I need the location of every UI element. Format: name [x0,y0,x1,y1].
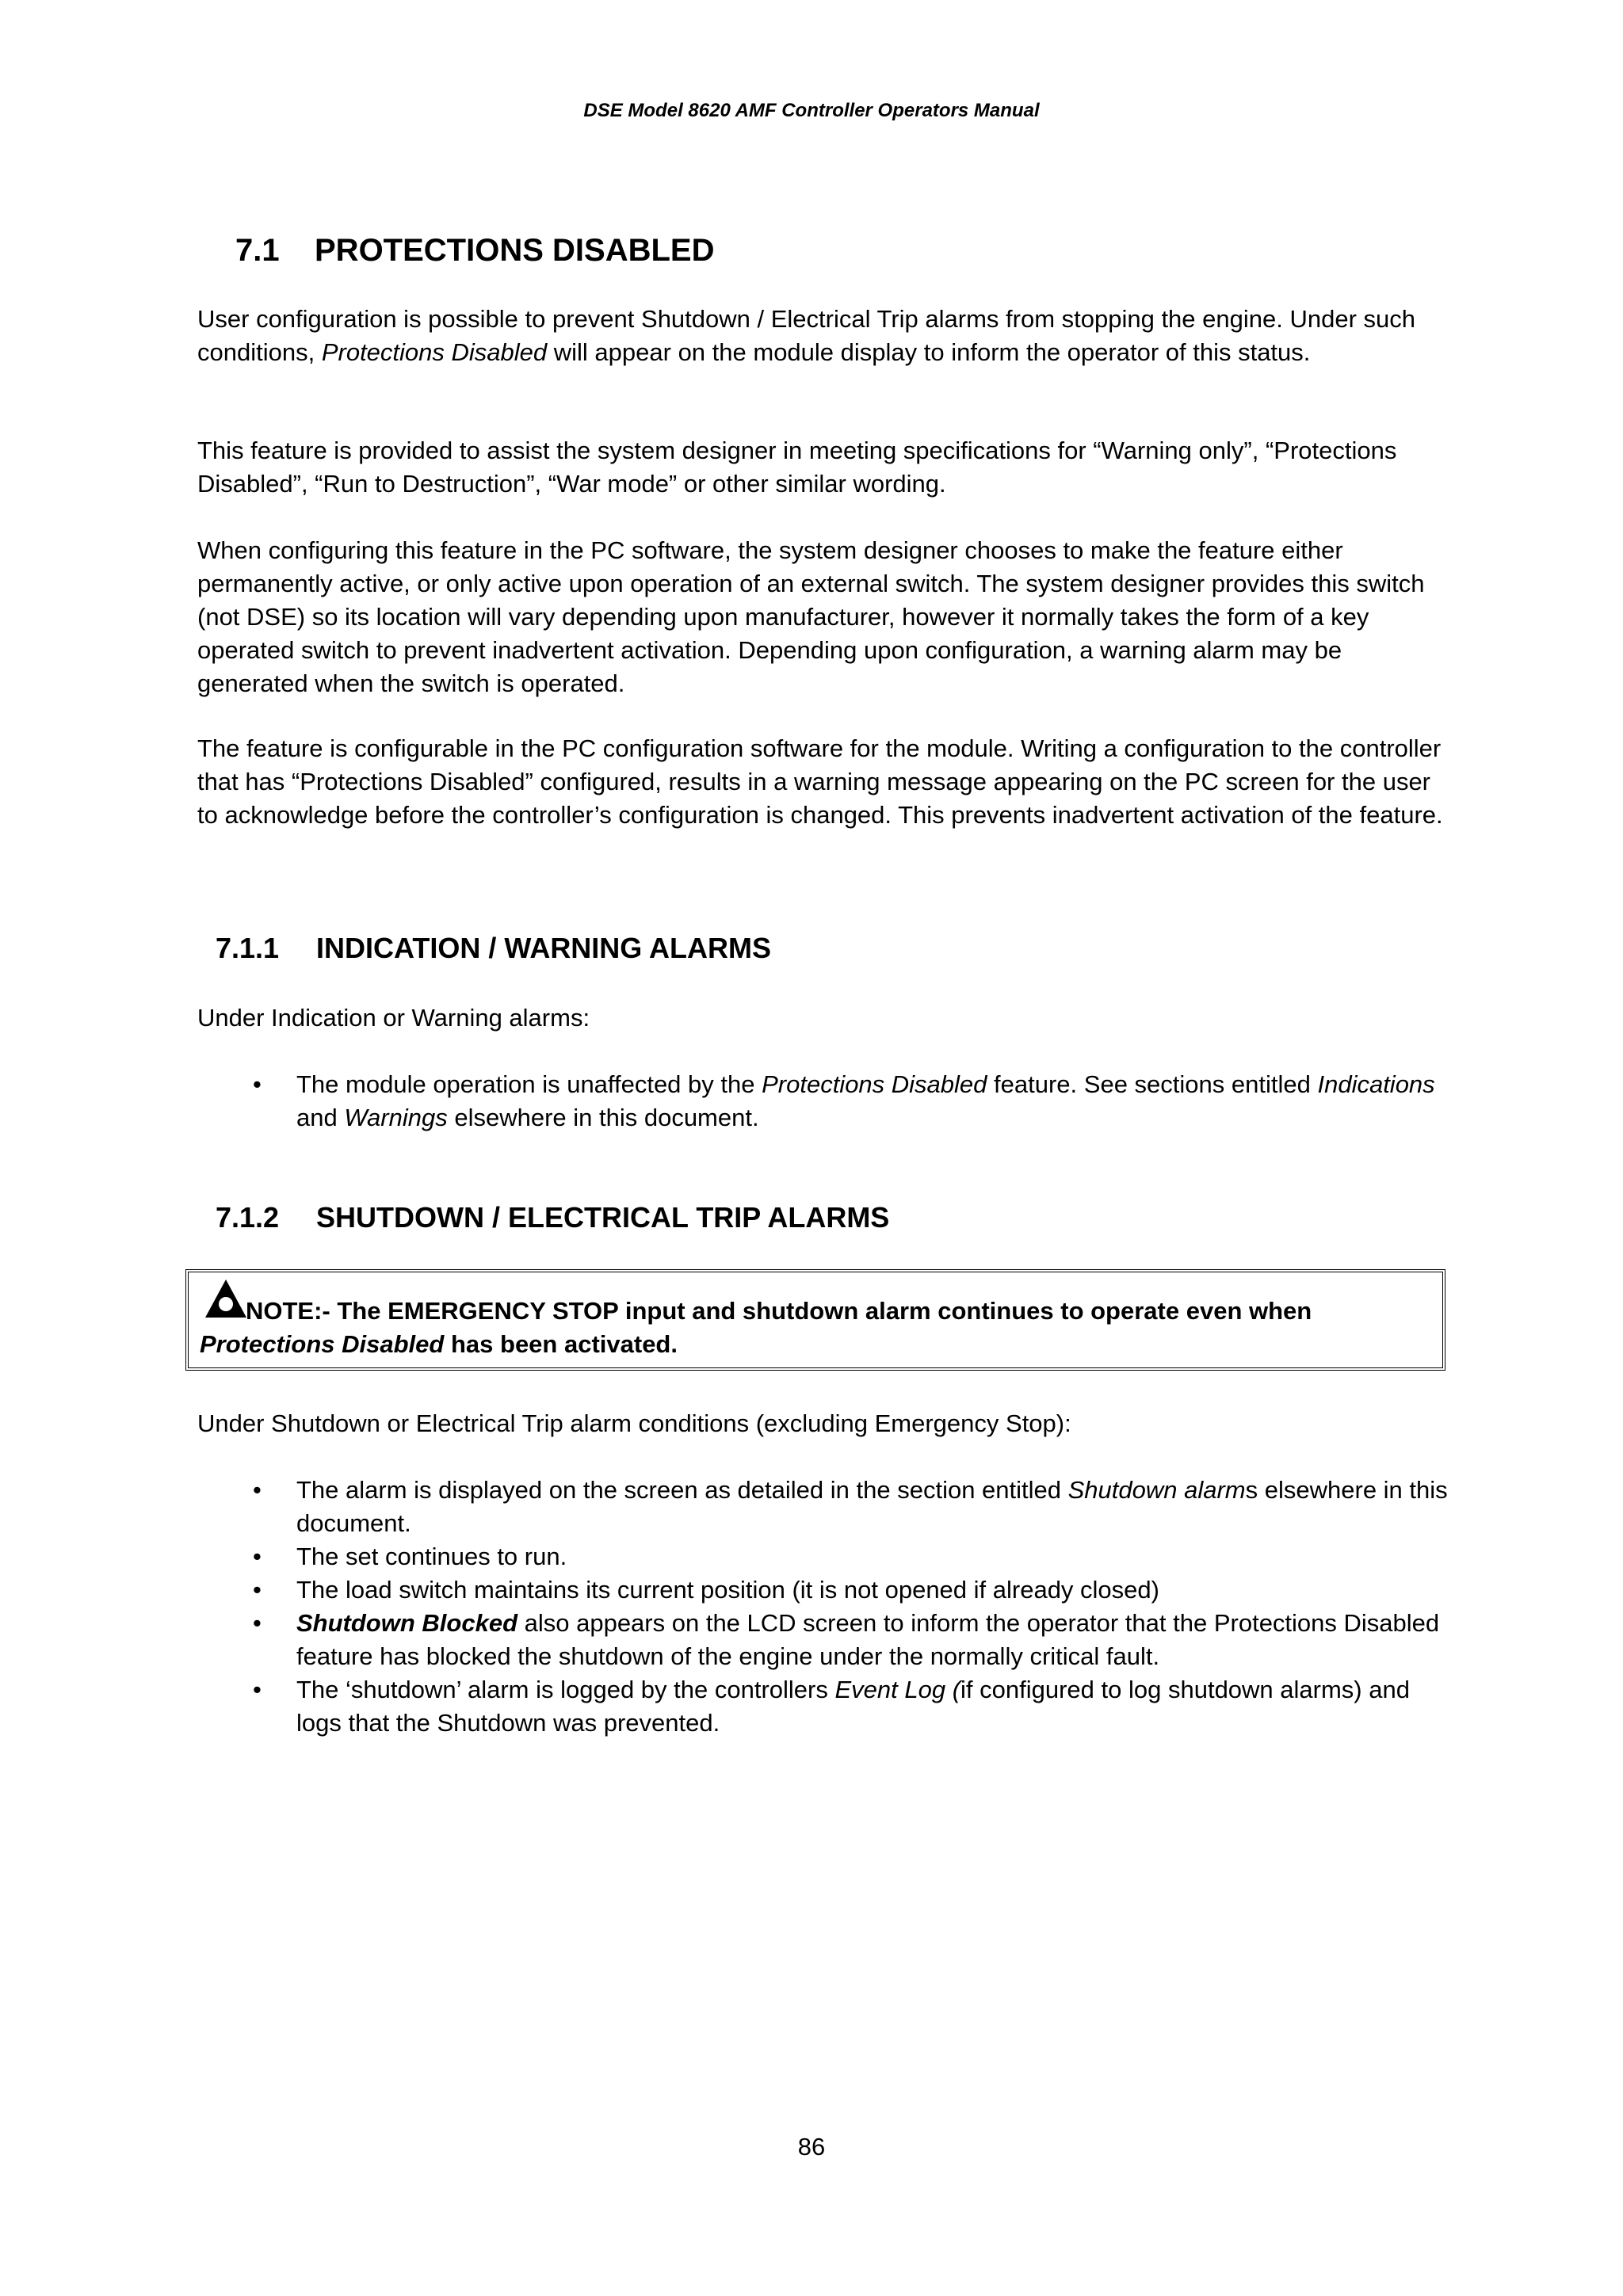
subsection-number-2: 7.1.2 [216,1201,280,1234]
list-item [197,1573,1457,1607]
page-number: 86 [797,2133,826,2161]
list-item [197,1068,1457,1135]
bullet-italic: Protections Disabled [762,1070,987,1098]
bullet-italic: Warnings [344,1104,448,1131]
bullet-symbol: • [253,1676,262,1703]
note-text-a: NOTE:- The EMERGENCY STOP input and shutdown alarm continues to operate even when [246,1297,1312,1325]
section-title: PROTECTIONS DISABLED [315,233,715,268]
subsection-number-1: 7.1.1 [216,932,280,964]
bullet-text: The set continues to run. [296,1543,567,1570]
bullet-text: feature. See sections entitled [987,1070,1318,1098]
p4-text: The feature is configurable in the PC configuration software for the module. Writing a configuration to the controller that has “Protections Disabled” configured, results in a warning message appearing on the PC screen for the user to acknowledge before the controller’s configuration is changed. This prevents inadvertent activation of the feature. [197,734,1443,829]
sub2-intro-text: Under Shutdown or Electrical Trip alarm conditions (excluding Emergency Stop): [197,1409,1071,1437]
note-box [185,1269,1445,1371]
bullet-text: The module operation is unaffected by the [296,1070,762,1098]
p1-text-a: User configuration is possible to prevent Shutdown / Electrical Trip alarms from stopping the engine. Under such conditions, [197,305,1415,366]
note-italic: Protections Disabled [200,1330,445,1358]
section-heading [235,233,714,269]
paragraph-2 [197,434,1457,501]
subsection-title-1: INDICATION / WARNING ALARMS [316,932,771,964]
p3-text: When configuring this feature in the PC software, the system designer chooses to make the feature either permanently active, or only active upon operation of an external switch. The system designer provides this switch (not DSE) so its location will vary depending upon manufacturer, however it normally takes the form of a key operated switch to prevent inadvertent activation. Depending upon configuration, a warning alarm may be generated when the switch is operated. [197,536,1425,697]
bullet-text: The alarm is displayed on the screen as detailed in the section entitled [296,1476,1068,1504]
list-item [197,1607,1457,1673]
bullet-text: and [296,1104,345,1131]
list-item [197,1540,1457,1573]
document-header: DSE Model 8620 AMF Controller Operators Manual [583,100,1040,121]
bullet-symbol: • [253,1476,262,1504]
bullet-symbol: • [253,1609,262,1637]
bullet-bold-italic: Shutdown Blocked [296,1609,517,1637]
section-number: 7.1 [235,233,280,268]
sub1-bullet-list [197,1068,1457,1135]
warning-triangle-icon [204,1279,247,1318]
sub1-intro-text: Under Indication or Warning alarms: [197,1004,590,1032]
subsection-heading-2 [216,1201,889,1234]
bullet-italic: Event Log ( [834,1676,961,1703]
subsection-heading-1 [216,932,771,965]
sub2-intro [197,1407,1457,1440]
p1-text-b: will appear on the module display to inform the operator of this status. [547,338,1311,366]
bullet-text: The ‘shutdown’ alarm is logged by the controllers [296,1676,835,1703]
bullet-italic: Indications [1317,1070,1435,1098]
p1-italic: Protections Disabled [321,338,548,366]
paragraph-3 [197,534,1457,700]
sub2-bullet-list [197,1474,1457,1740]
note-text-b: has been activated. [444,1330,678,1358]
sub1-intro [197,1001,1457,1035]
bullet-symbol: • [253,1070,262,1098]
bullet-text: elsewhere in this document. [447,1104,759,1131]
bullet-symbol: • [253,1543,262,1570]
paragraph-4 [197,732,1457,832]
bullet-text: if configured to log shutdown alarms) and logs that the Shutdown was prevented. [296,1676,1410,1737]
p2-text: This feature is provided to assist the system designer in meeting specifications for “Warning only”, “Protections Disabled”, “Run to Destruction”, “War mode” or other similar wording. [197,437,1397,498]
bullet-italic: Shutdown alarm [1067,1476,1246,1504]
bullet-text: The load switch maintains its current position (it is not opened if already closed) [296,1576,1159,1604]
list-item [197,1474,1457,1540]
paragraph-1 [197,303,1457,369]
bullet-text: also appears on the LCD screen to inform the operator that the Protections Disabled feature has blocked the shutdown of the engine under the normally critical fault. [296,1609,1440,1670]
list-item [197,1673,1457,1740]
bullet-text: s elsewhere in this document. [296,1476,1448,1537]
subsection-title-2: SHUTDOWN / ELECTRICAL TRIP ALARMS [316,1201,890,1234]
bullet-symbol: • [253,1576,262,1604]
